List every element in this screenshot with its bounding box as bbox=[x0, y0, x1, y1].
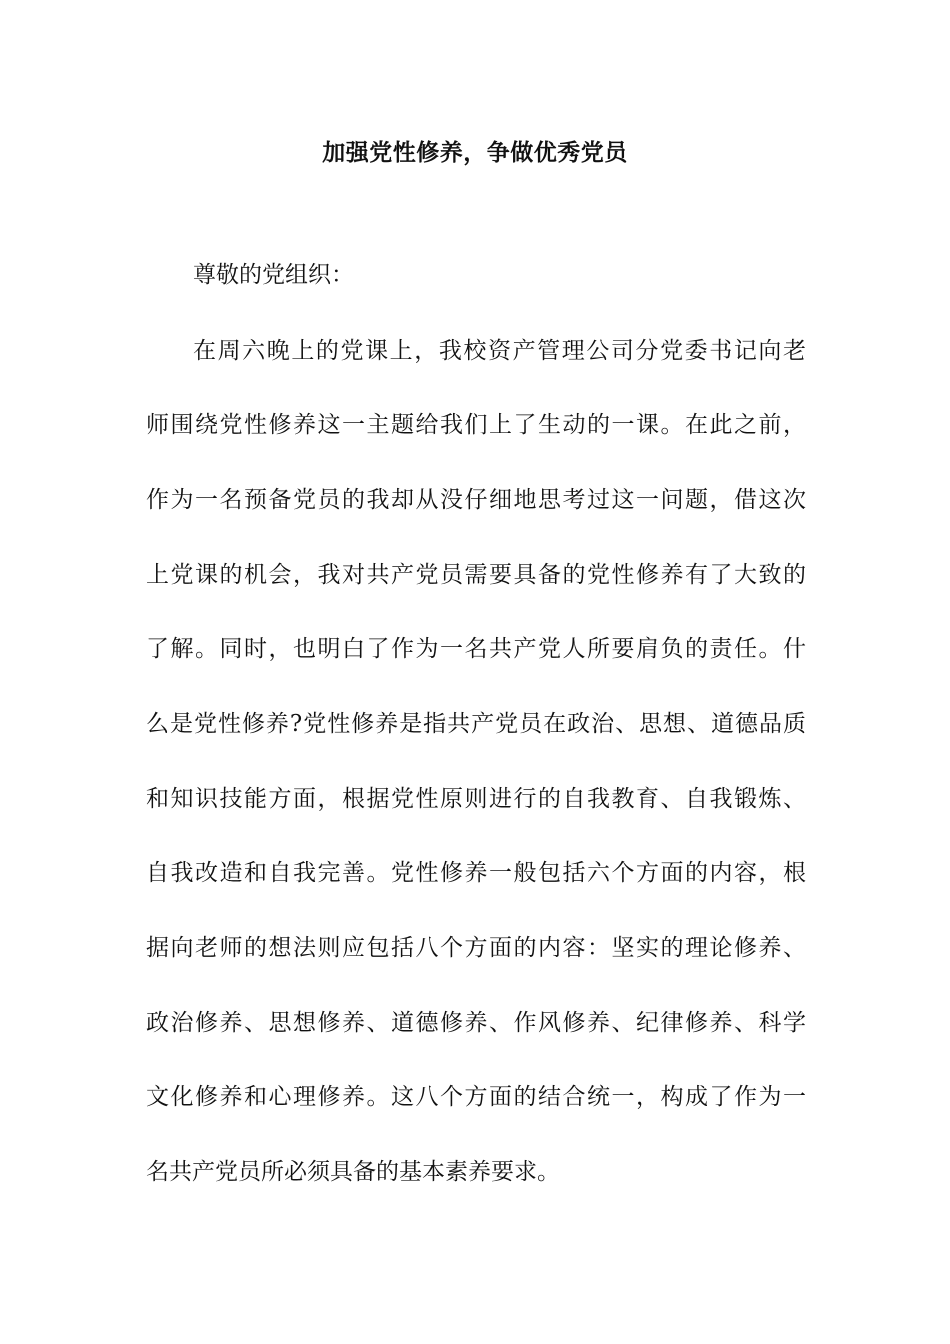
paragraph-line: 文化修养和心理修养。这八个方面的结合统一，构成了作为一 bbox=[146, 1084, 806, 1110]
paragraph-line: 政治修养、思想修养、道德修养、作风修养、纪律修养、科学 bbox=[146, 1010, 806, 1036]
paragraph-line: 在周六晚上的党课上，我校资产管理公司分党委书记向老 bbox=[193, 338, 806, 364]
paragraph-line: 师围绕党性修养这一主题给我们上了生动的一课。在此之前， bbox=[146, 412, 806, 438]
salutation: 尊敬的党组织： bbox=[193, 262, 354, 288]
paragraph-line: 么是党性修养?党性修养是指共产党员在政治、思想、道德品质 bbox=[146, 711, 806, 737]
document-title: 加强党性修养，争做优秀党员 bbox=[322, 139, 628, 166]
paragraph-line: 作为一名预备党员的我却从没仔细地思考过这一问题，借这次 bbox=[146, 487, 806, 513]
paragraph-line: 据向老师的想法则应包括八个方面的内容：坚实的理论修养、 bbox=[146, 935, 806, 961]
paragraph-line: 名共产党员所必须具备的基本素养要求。 bbox=[146, 1159, 560, 1185]
paragraph-line: 了解。同时，也明白了作为一名共产党人所要肩负的责任。什 bbox=[146, 636, 806, 662]
paragraph-line: 和知识技能方面，根据党性原则进行的自我教育、自我锻炼、 bbox=[146, 786, 806, 812]
paragraph-line: 自我改造和自我完善。党性修养一般包括六个方面的内容，根 bbox=[146, 860, 806, 886]
paragraph-line: 上党课的机会，我对共产党员需要具备的党性修养有了大致的 bbox=[146, 562, 806, 588]
